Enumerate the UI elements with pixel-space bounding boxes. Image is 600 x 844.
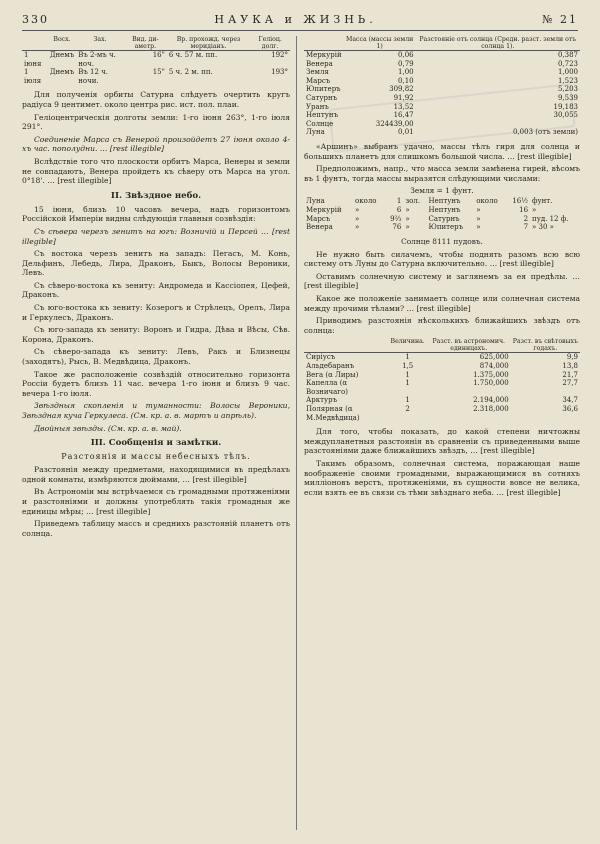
paragraph: Съ юго-востока къ зениту: Козерогъ и Стрѣлецъ, Орелъ, Лира и Геркулесъ, Драконъ. [22, 303, 290, 322]
col-header: Разстояніе отъ солнца (Средн. разст. земли отъ солнца 1). [416, 36, 580, 51]
paragraph: Разстоянія между предметами, находящимися въ предѣлахъ одной комнаты, измѣряются дюймами, … [rest illegible] [22, 465, 290, 484]
paragraph: Съ сѣвера черезъ зенитъ на югъ: Возничій и Персей … [rest illegible] [22, 226, 290, 246]
col-header: Величина. [389, 338, 427, 353]
col-header: Вр. прохожд. через меридіанъ. [167, 36, 250, 51]
table-row: Полярная (α М.Медвѣдица) 2 2.318,000 36,6 [306, 405, 578, 422]
table-row: Меркурій » 6 » Нептунъ » 16 » [306, 205, 537, 214]
sun-weight-line: Солнце 8111 пудовъ. [401, 236, 483, 246]
weights-table [304, 197, 580, 231]
col-header: Геліоц. долг. [250, 36, 290, 51]
table-row: Сиріусъ 1 625,000 9,9 [306, 353, 578, 362]
paragraph: Такимъ образомъ, солнечная система, поражающая наше воображеніе своими громадными, выражающимися въ сотняхъ милліоновъ верстъ, протяженіями, въ сущности вовсе не велика, если взять ее въ связи съ тѣми звѣзднаго неба. … [rest illegible] [304, 458, 580, 497]
paragraph: Двойныя звѣзды. (См. кр. а. в. май). [34, 423, 182, 433]
paragraph: Съ сѣверо-запада къ зениту: Левъ, Ракъ и Близнецы (заходятъ), Рысь, В. Медвѣдица, Драконъ. [22, 347, 290, 367]
column-divider [296, 36, 297, 830]
table-row: Венера » 76 » Юпитеръ » 7 » 30 » [306, 223, 554, 232]
table-row: Земля 1,00 1,000 [306, 68, 578, 77]
page-number: 330 [22, 12, 49, 26]
table-row: Марсъ » 9⅔ » Сатурнъ » 2 пуд. 12 ф. [306, 214, 569, 223]
col-header: Разст. въ свѣтовыхъ годахъ. [511, 338, 580, 353]
table-row: Меркурій 0,06 0,387 [306, 51, 578, 59]
table-row: Альдебаранъ 1,5 874,000 13,8 [306, 362, 578, 371]
paragraph: Оставимъ солнечную систему и заглянемъ за ея предѣлы. … [rest illegible] [304, 271, 580, 291]
table-row: Вега (α Лиры) 1 1.375,000 21,7 [306, 370, 578, 379]
col-header: Зах. [76, 36, 124, 51]
table-row: Юпитеръ 309,82 5,203 [306, 85, 578, 94]
paragraph: Геліоцентрическія долготы земли: 1-го іюня 263°, 1-го іюля 291°. [22, 112, 290, 132]
paragraph: Приведемъ таблицу массъ и среднихъ разстояній планетъ отъ солнца. [22, 519, 290, 538]
table-row: Арктуръ 1 2.194,000 34,7 [306, 396, 578, 405]
paragraph: Съ сѣверо-востока къ зениту: Андромеда и Кассіопея, Цефей, Драконъ. [22, 280, 290, 300]
journal-title: НАУКА и ЖИЗНЬ. [214, 12, 377, 26]
paragraph: Съ востока черезъ зенитъ на западъ: Пегасъ, М. Конь, Дельфинъ, Лебедь, Лира, Драконъ, Быкъ, Волосы Вероники, Левъ. [22, 249, 290, 278]
left-column [22, 36, 290, 830]
table-row: Нептунъ 16,47 30,055 [306, 111, 578, 120]
table-row: Сатурнъ 91,92 9,539 [306, 93, 578, 102]
paragraph: Вслѣдствіе того что плоскости орбитъ Марса, Венеры и земли не совпадаютъ, Венера пройдетъ къ сѣверу отъ Марса на угол. 0°18'. … [rest illegible] [22, 156, 290, 186]
paragraph: Соединеніе Марса съ Венерой произойдетъ 27 іюня около 4-хъ час. пополудни. … [rest illegible] [22, 134, 290, 154]
paragraph: «Аршинъ» выбранъ удачно, массы тѣлъ гиря для солнца и большихъ планетъ для слишкомъ большой числа. … [rest illegible] [304, 141, 580, 161]
star-distance-table [304, 338, 580, 422]
page-header [22, 10, 578, 28]
table-row: 1 іюня Днемъ Въ 2-мъ ч. ноч. 16" 6 ч. 57 м. пп. 192° [24, 51, 288, 68]
header-rule [22, 30, 578, 31]
paragraph: Какое же положеніе занимаетъ солнце или солнечная система между прочими тѣлами? … [rest illegible] [304, 294, 580, 313]
table-row: Луна 0,01 0,003 (отъ земли) [306, 128, 578, 137]
issue-number: № 21 [542, 12, 578, 26]
paragraph: Для полученія орбиты Сатурна слѣдуетъ очертить кругъ радіуса 9 центимет. около центра рис. ист. пол. плаи. [22, 90, 290, 109]
paragraph: Звѣздныя скопленія и туманности: Волосы Вероники, Звѣздная куча Геркулеса. (См. кр. а. в. мартъ и апрѣль). [22, 401, 290, 420]
paragraph: Такое же расположеніе созвѣздій относительно горизонта Россіи будетъ близъ 11 час. вечера 1-го іюня и близъ 9 час. вечера 1-го іюля. [22, 369, 290, 398]
article-title: Разстоянія и массы небесныхъ тѣлъ. [61, 452, 251, 462]
col-header: Масса (массы земли 1) [344, 36, 416, 51]
col-header: Вид. ди-аметр. [124, 36, 167, 51]
table-row: 1 іюля Днемъ Въ 12 ч. ночи. 15" 5 ч. 2 м. пп. 193° [24, 68, 288, 85]
section-heading: III. Сообщенія и замѣтки. [90, 438, 222, 449]
table-row: Уранъ 13,52 19,183 [306, 102, 578, 111]
saturn-ephemeris-table [22, 36, 290, 85]
table-row: Солнце 324439,00 [306, 119, 414, 128]
table-row: Луна около 1 зол. Нептунъ около 16½ фунт. [306, 197, 553, 206]
section-heading: II. Звѣздное небо. [110, 190, 202, 201]
paragraph: Приводимъ разстоянія нѣсколькихъ ближайшихъ звѣздъ отъ солнца: [304, 316, 580, 335]
right-column [304, 36, 580, 830]
paragraph: Съ юго-запада къ зениту: Воронъ и Гидра, Дѣва и Вѣсы, Сѣв. Корона, Драконъ. [22, 325, 290, 344]
paragraph: 15 іюня, близъ 10 часовъ вечера, надъ горизонтомъ Россійской Имперіи видны слѣдующія главныя созвѣздія: [22, 204, 290, 224]
paragraph: Для того, чтобы показать, до какой степени ничтожны междупланетныя разстоянія въ сравненіи съ приведенными выше разстояніями даже ближайшихъ звѣздъ, … [rest illegible] [304, 427, 580, 456]
table-row: Венера 0,79 0,723 [306, 59, 578, 68]
earth-weight-line: Земля = 1 фунт. [410, 186, 474, 196]
planet-mass-table [304, 36, 580, 137]
paragraph: Въ Астрономіи мы встрѣчаемся съ громадными протяженіями и разстояніями и должны употреблять такія громадныя же единицы мѣры; … [rest illegible] [22, 487, 290, 516]
table-row: Капелла (α Возничаго) 1 1.750,000 27,7 [306, 379, 578, 396]
col-header: Разст. въ астрономич. единицахъ. [427, 338, 511, 353]
table-row: Марсъ 0,10 1,523 [306, 76, 578, 85]
paragraph: Предположимъ, напр., что масса земли замѣнена гирей, вѣсомъ въ 1 фунтъ, тогда массы выразятся слѣдующими числами: [304, 164, 580, 183]
paragraph: Не нужно быть силачемъ, чтобы поднять разомъ всю всю систему отъ Луны до Сатурна включительно. … [rest illegible] [304, 249, 580, 269]
col-header: Восх. [48, 36, 76, 51]
